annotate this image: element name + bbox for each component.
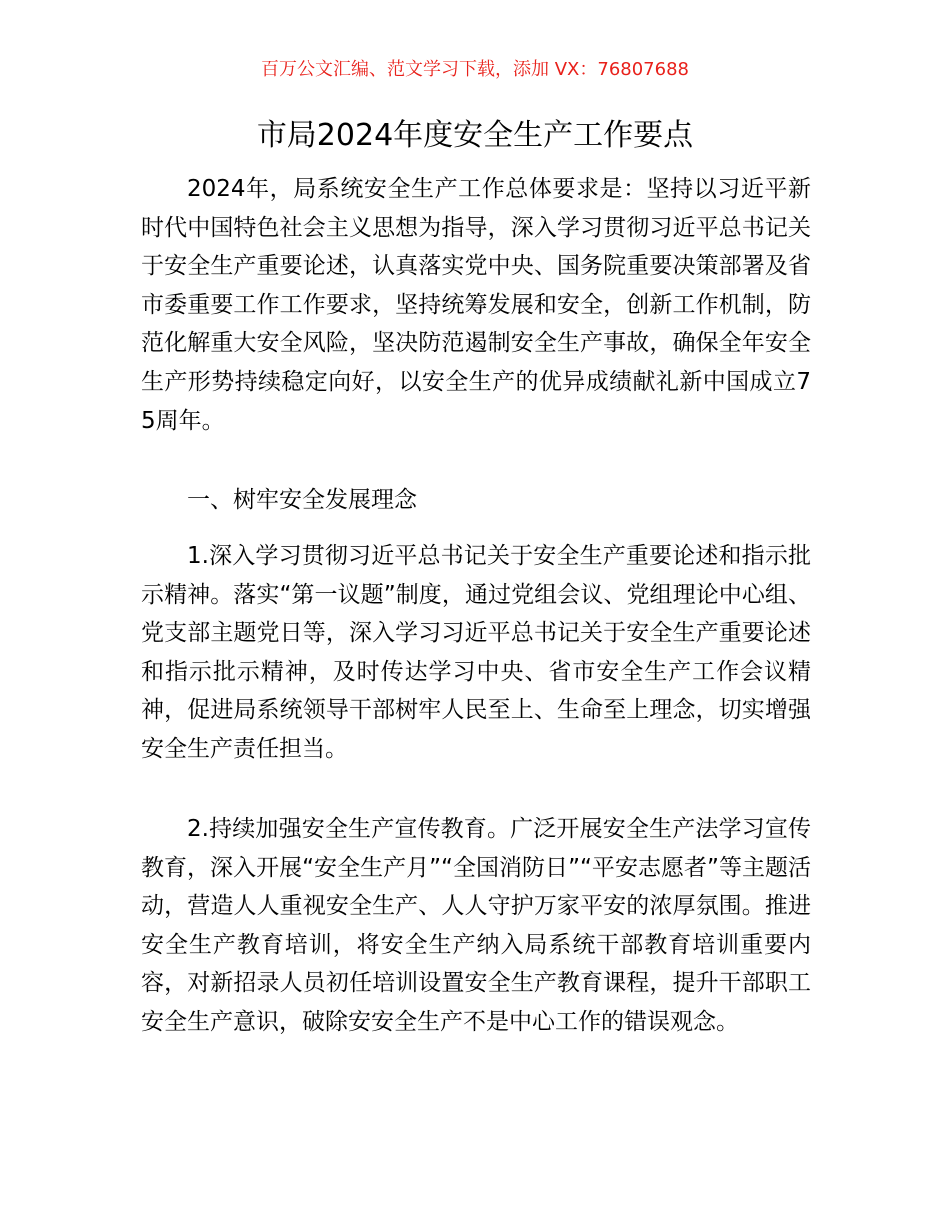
- intro-block: [141, 170, 811, 440]
- document-title: 市局2024年度安全生产工作要点: [256, 118, 694, 153]
- promo-banner: 百万公文汇编、范文学习下载，添加 VX：76807688: [261, 59, 689, 80]
- section-heading-block: [141, 481, 811, 520]
- item-1-paragraph: 1.深入学习贯彻习近平总书记关于安全生产重要论述和指示批示精神。落实“第一议题”制度，通过党组会议、党组理论中心组、党支部主题党日等，深入学习习近平总书记关于安全生产重要论述和指示批示精神，及时传达学习中央、省市安全生产工作会议精神，促进局系统领导干部树牢人民至上、生命至上理念，切实增强安全生产责任担当。: [141, 543, 811, 762]
- item-1-block: [141, 537, 811, 769]
- item-2-paragraph: 2.持续加强安全生产宣传教育。广泛开展安全生产法学习宣传教育，深入开展“安全生产月”“全国消防日”“平安志愿者”等主题活动，营造人人重视安全生产、人人守护万家平安的浓厚氛围。推进安全生产教育培训，将安全生产纳入局系统干部教育培训重要内容，对新招录人员初任培训设置安全生产教育课程，提升干部职工安全生产意识，破除安安全生产不是中心工作的错误观念。: [141, 816, 811, 1035]
- item-2-block: [141, 810, 811, 1042]
- intro-paragraph: 2024年，局系统安全生产工作总体要求是：坚持以习近平新时代中国特色社会主义思想为指导，深入学习贯彻习近平总书记关于安全生产重要论述，认真落实党中央、国务院重要决策部署及省市委重要工作工作要求，坚持统筹发展和安全，创新工作机制，防范化解重大安全风险，坚决防范遏制安全生产事故，确保全年安全生产形势持续稳定向好，以安全生产的优异成绩献礼新中国成立75周年。: [141, 176, 811, 434]
- section-heading: 一、树牢安全发展理念: [187, 487, 417, 513]
